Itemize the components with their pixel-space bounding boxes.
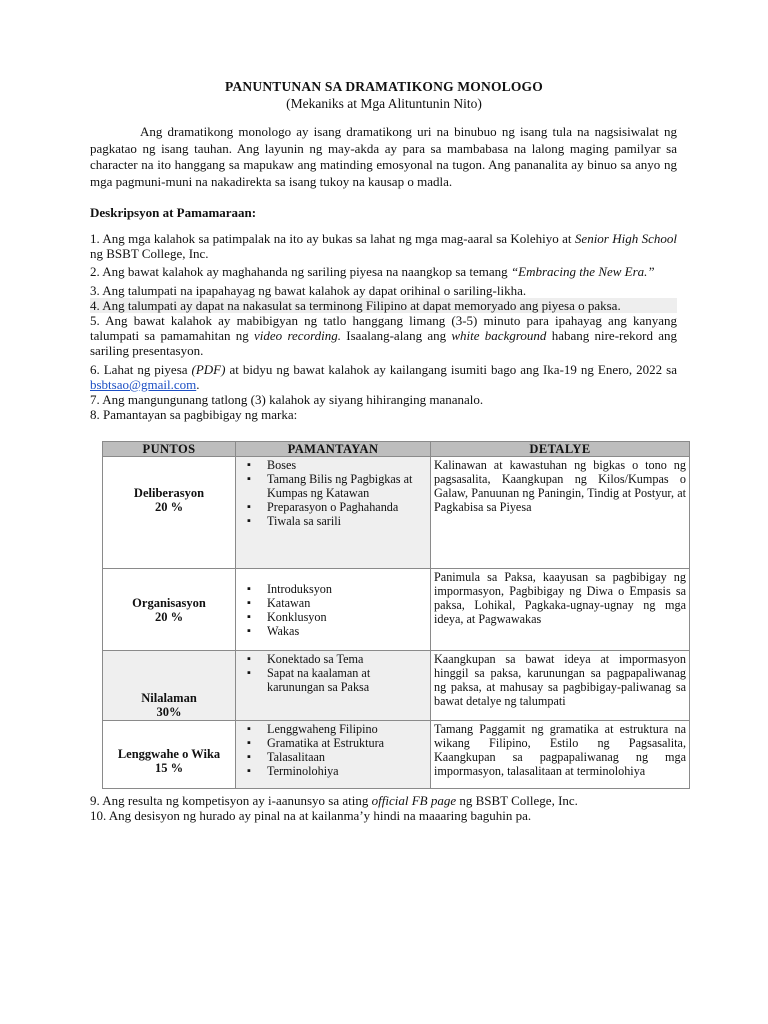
rules-list xyxy=(90,231,677,422)
criteria-item: ▪ Konklusyon xyxy=(239,610,427,624)
detail-cell: Tamang Paggamit ng gramatika at estruktura na wikang Filipino, Estilo ng Pagsasalita, Kaangkupan sa pagpapaliwanag ng mga impormasyon, talasalitaan at terminolohiya xyxy=(431,721,690,789)
criterion-name: Deliberasyon xyxy=(133,486,205,500)
criteria-item: ▪ Wakas xyxy=(239,624,427,638)
rule-9-text: 9. Ang resulta ng kompetisyon ay i-aanunsyo sa ating xyxy=(90,793,372,808)
rule-item-4: 4. Ang talumpati ay dapat na nakasulat sa terminong Filipino at dapat memoryado ang piyesa o paksa. xyxy=(90,298,677,313)
table-row xyxy=(103,721,690,789)
rule-item-6 xyxy=(90,362,677,392)
rule-item-3: 3. Ang talumpati na ipapahayag ng bawat kalahok ay dapat orihinal o sariling-likha. xyxy=(90,282,527,298)
criteria-item: ▪ Konektado sa Tema xyxy=(239,652,427,666)
criteria-list xyxy=(239,458,427,528)
rule-2-theme: “Embracing the New Era.” xyxy=(510,264,655,280)
rule-6-emphasis: (PDF) xyxy=(191,361,226,377)
criterion-weight: 30% xyxy=(156,705,182,719)
criterion-name-cell xyxy=(103,569,236,651)
rule-item-9 xyxy=(90,794,690,809)
criterion-name: Organisasyon xyxy=(132,596,206,610)
detail-cell: Panimula sa Paksa, kaayusan sa pagbibigay ng impormasyon, Pagbibigay ng Diwa o Empasis sa paksa, Lohikal, Pagkaka-ugnay-ugnay ng mga ideya, at Pagwawakas xyxy=(431,569,690,651)
footer-notes xyxy=(90,794,690,823)
criterion-name-cell xyxy=(103,651,236,721)
criteria-list xyxy=(239,582,427,638)
rule-5-text-end: habang nire-rekord ang sariling presentasyon. xyxy=(90,328,677,359)
header-detalye: DETALYE xyxy=(431,442,690,457)
intro-paragraph: Ang dramatikong monologo ay isang dramatikong uri na binubuo ng isang tula na nagsisiwalat ng pagkatao ng isang tauhan. Ang layunin ng may-akda ay para sa mambabasa na lalong maging pamilyar sa character na ito hanggang sa mapukaw ang matinding emosyonal na tugon. Ang pananalita ay binuo sa anyo ng mga pagmuni-muni na nakadirekta sa isang tukoy na kausap o madla. xyxy=(90,124,677,189)
criteria-cell xyxy=(236,457,431,569)
rule-item-10: 10. Ang desisyon ng hurado ay pinal na at kailanma’y hindi na maaaring baguhin pa. xyxy=(90,807,532,823)
criteria-item: ▪ Talasalitaan xyxy=(239,750,427,764)
rule-6-text-end: . xyxy=(196,376,200,392)
rule-item-8: 8. Pamantayan sa pagbibigay ng marka: xyxy=(90,407,298,423)
criteria-item: ▪ Sapat na kaalaman at karunungan sa Paksa xyxy=(239,666,427,694)
detail-cell: Kalinawan at kawastuhan ng bigkas o tono ng pagsasalita, Kaangkupan ng Kilos/Kumpas o Galaw, Panuunan ng Paningin, Tindig at Postyur, at Pagkabisa sa Piyesa xyxy=(431,457,690,569)
document-title: PANUNTUNAN SA DRAMATIKONG MONOLOGO xyxy=(225,79,543,94)
criteria-list xyxy=(239,652,427,694)
rule-5-emphasis-2: white background xyxy=(451,328,547,344)
table-row xyxy=(103,569,690,651)
criterion-name: Nilalaman xyxy=(141,691,197,705)
criteria-item: ▪ Gramatika at Estruktura xyxy=(239,736,427,750)
rule-item-7: 7. Ang mangungunang tatlong (3) kalahok ay siyang hihiranging mananalo. xyxy=(90,392,484,408)
criterion-name-cell xyxy=(103,457,236,569)
header-pamantayan: PAMANTAYAN xyxy=(236,442,431,457)
criteria-cell xyxy=(236,569,431,651)
rule-5-emphasis-1: video recording. xyxy=(254,328,342,344)
criteria-cell xyxy=(236,651,431,721)
criterion-name: Lenggwahe o Wika xyxy=(117,747,221,761)
table-header-row xyxy=(103,442,690,457)
table-row xyxy=(103,457,690,569)
criteria-item: ▪ Lenggwaheng Filipino xyxy=(239,722,427,736)
rule-6-text-mid: at bidyu ng bawat kalahok ay kailangang isumiti bago ang Ika-19 ng Enero, 2022 sa xyxy=(225,361,677,377)
criteria-item: ▪ Katawan xyxy=(239,596,427,610)
rule-1-emphasis: Senior High School xyxy=(574,231,677,246)
criteria-table xyxy=(102,441,690,789)
criteria-item: ▪ Terminolohiya xyxy=(239,764,427,778)
rule-item-2 xyxy=(90,264,677,279)
document-subtitle: (Mekaniks at Mga Alituntunin Nito) xyxy=(286,96,482,111)
detail-cell: Kaangkupan sa bawat ideya at impormasyon hinggil sa paksa, karunungan sa pagpapaliwanag ng paksa, at mahusay sa pagbibigay-paliwanag sa bawat detalye ng talumpati xyxy=(431,651,690,721)
rule-2-text: 2. Ang bawat kalahok ay maghahanda ng sariling piyesa na naangkop sa temang xyxy=(90,264,511,280)
table-row xyxy=(103,651,690,721)
rule-item-5 xyxy=(90,313,677,359)
criteria-item: ▪ Preparasyon o Paghahanda xyxy=(239,500,427,514)
rule-5-text: 5. Ang bawat kalahok ay mabibigyan ng tatlo hanggang limang (3-5) minuto para ipahayag ang kanyang talumpati sa pamamahitan ng xyxy=(90,313,677,344)
criteria-item: ▪ Boses xyxy=(239,458,427,472)
criteria-item: ▪ Tamang Bilis ng Pagbigkas at Kumpas ng Katawan xyxy=(239,472,427,500)
criterion-weight: 20 % xyxy=(154,500,184,514)
rule-item-1 xyxy=(90,231,677,261)
criterion-weight: 20 % xyxy=(154,610,184,624)
rule-5-text-mid: Isaalang-alang ang xyxy=(341,328,452,344)
section-heading: Deskripsyon at Pamamaraan: xyxy=(90,205,257,220)
rule-1-text-end: ng BSBT College, Inc. xyxy=(90,246,209,262)
criterion-weight: 15 % xyxy=(154,761,184,775)
rule-9-emphasis: official FB page xyxy=(371,793,457,808)
header-puntos: PUNTOS xyxy=(103,442,236,457)
rule-9-text-end: ng BSBT College, Inc. xyxy=(456,793,578,808)
rule-6-text: 6. Lahat ng piyesa xyxy=(90,361,192,377)
criteria-item: ▪ Introduksyon xyxy=(239,582,427,596)
criteria-list xyxy=(239,722,427,778)
rule-1-text: 1. Ang mga kalahok sa patimpalak na ito ay bukas sa lahat ng mga mag-aaral sa Kolehiyo at xyxy=(90,231,575,246)
criteria-item: ▪ Tiwala sa sarili xyxy=(239,514,427,528)
email-link[interactable]: bsbtsao@gmail.com xyxy=(90,376,197,392)
criteria-cell xyxy=(236,721,431,789)
criterion-name-cell xyxy=(103,721,236,789)
